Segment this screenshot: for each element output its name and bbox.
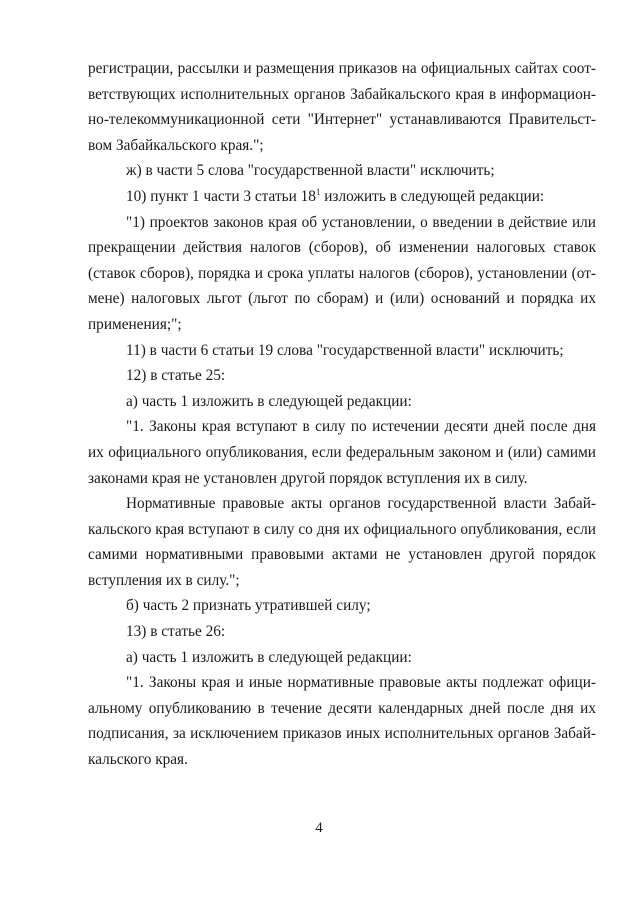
text-line: ветствующих исполнительных органов Забайкальского края в информацион- [88, 85, 596, 103]
text-line: "1) проектов законов края об установлении, о введении в действие или [126, 213, 596, 231]
text-line: "1. Законы края и иные нормативные правовые акты подлежат офици- [126, 674, 596, 692]
text-line: 11) в части 6 статьи 19 слова "государственной власти" исключить; [126, 341, 564, 359]
text-line: 13) в статье 26: [126, 623, 226, 641]
paragraph-quote-2 [88, 414, 596, 491]
text-line: законами края не установлен другой порядок вступления их в силу. [88, 469, 528, 487]
text-line: мене) налоговых льгот (льгот по сборам) и (или) оснований и порядка их [88, 290, 596, 308]
paragraph-item-10 [88, 184, 596, 210]
text-line: кальского края вступают в силу со дня их официального опубликования, если [88, 520, 596, 538]
paragraph-quote-3 [88, 670, 596, 772]
paragraph-item-11 [88, 338, 596, 364]
text-line: альному опубликованию в течение десяти календарных дней после дня их [88, 699, 596, 717]
paragraph-normative-acts [88, 491, 596, 593]
paragraph-intro [88, 56, 596, 158]
paragraph-item-13 [88, 619, 596, 645]
paragraph-item-13a [88, 645, 596, 671]
text-line: самими нормативными правовыми актами не установлен другой порядок [88, 546, 596, 564]
paragraph-item-zh [88, 158, 596, 184]
text-line: 12) в статье 25: [126, 367, 226, 385]
text-line: а) часть 1 изложить в следующей редакции: [126, 648, 412, 666]
text-line: вступления их в силу."; [88, 571, 240, 589]
text-line: регистрации, рассылки и размещения приказов на официальных сайтах соот- [88, 60, 596, 77]
paragraph-item-12b [88, 593, 596, 619]
text-line: применения;"; [88, 315, 182, 333]
text-fragment: изложить в следующей редакции: [320, 187, 545, 205]
paragraph-item-12a [88, 389, 596, 415]
text-line [88, 184, 596, 210]
page-number: 4 [315, 820, 323, 836]
text-line: Нормативные правовые акты органов государственной власти Забай- [126, 495, 596, 513]
text-line: прекращении действия налогов (сборов), об изменении налоговых ставок [88, 239, 596, 257]
superscript: 1 [315, 186, 321, 197]
text-line: кальского края. [88, 751, 188, 769]
text-line: их официального опубликования, если федеральным законом и (или) самими [88, 443, 596, 461]
text-line: но-телекоммуникационной сети "Интернет" устанавливаются Правительст- [88, 111, 596, 129]
text-line: ж) в части 5 слова "государственной власти" исключить; [126, 162, 495, 180]
text-line: вом Забайкальского края."; [88, 136, 264, 154]
text-line: (ставок сборов), порядка и срока уплаты налогов (сборов), установлении (от- [88, 264, 596, 282]
text-line: а) часть 1 изложить в следующей редакции: [126, 392, 412, 410]
paragraph-item-12 [88, 363, 596, 389]
document-body [88, 56, 596, 773]
text-line: подписания, за исключением приказов иных исполнительных органов Забай- [88, 725, 596, 743]
text-fragment: 10) пункт 1 части 3 статьи 18 [126, 187, 316, 205]
text-line: "1. Законы края вступают в силу по истечении десяти дней после дня [126, 418, 596, 436]
paragraph-quote-1 [88, 210, 596, 338]
text-line: б) часть 2 признать утратившей силу; [126, 597, 371, 615]
